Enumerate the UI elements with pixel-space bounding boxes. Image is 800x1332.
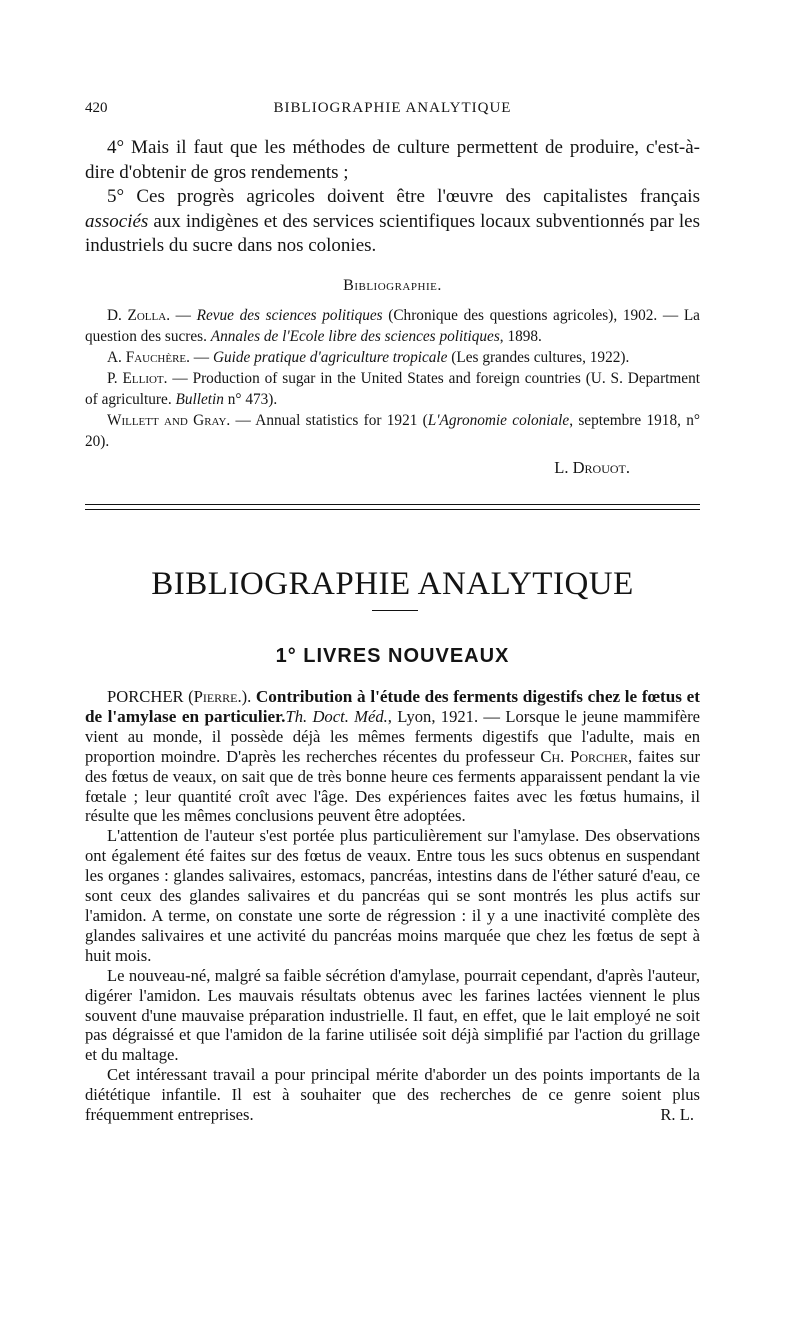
review-paragraph: Cet intéressant travail a pour principal mérite d'aborder un des points importants de la diététique infantile. Il est à souhaiter que des recherches de ce genre soient plus fréquemment entreprises. R. L.: [85, 1065, 700, 1125]
review-title: Contribution à l'étude des ferments digestifs chez le fœtus et de l'amylase en particulier.: [85, 687, 700, 726]
page-header: [85, 100, 700, 120]
review-paragraph: L'attention de l'auteur s'est portée plus particulièrement sur l'amylase. Des observations ont également été faites sur des fœtus de veaux. Entre tous les sucs obtenus en suspendant les organes : glandes salivaires, estomacs, pancréas, intestins dans de l'éther saturé d'eau, ce sont ceux des glandes salivaires et du pancréas qui se sont montrés les plus actifs sur l'amidon. A terme, on constate une sorte de régression : il y a une inactivité complète des glandes salivaires et une activité du pancréas moins marquée que chez les fœtus de sept à huit mois.: [85, 826, 700, 965]
bibliography: [85, 275, 700, 478]
bibliography-signature: L. Drouot.: [554, 458, 630, 477]
intro-item-4: 4° Mais il faut que les méthodes de culture permettent de produire, c'est-à-dire d'obtenir de gros rendements ;: [85, 137, 700, 183]
review-author: PORCHER: [107, 687, 184, 706]
bib-entry: Willett and Gray. — Annual statistics for 1921 (L'Agronomie coloniale, septembre 1918, n° 20).: [85, 412, 700, 450]
section-subtitle: 1° LIVRES NOUVEAUX: [275, 645, 510, 667]
review-signature: R. L.: [660, 1105, 694, 1125]
review-paragraph: Le nouveau-né, malgré sa faible sécrétion d'amylase, pourrait cependant, d'après l'auteur, digérer l'amidon. Les mauvais résultats obtenus avec les farines lactées viennent le plus souvent d'une mauvaise préparation industrielle. Il faut, en effet, que le lait employé ne soit pas dégraissé et que l'amidon de la farine utilisée soit déjà simplifié par l'action du grillage et du maltage.: [85, 965, 700, 1065]
review-paragraph: PORCHER (Pierre.). Contribution à l'étude des ferments digestifs chez le fœtus et de l'amylase en particulier.Th. Doct. Méd., Lyon, 1921. — Lorsque le jeune mammifère vient au monde, il possède déjà les mêmes ferments digestifs que l'adulte, mais en proportion moindre. D'après les recherches récentes du professeur Ch. Porcher, faites sur des fœtus de veaux, on sait que de très bonne heure ces ferments apparaissent pendant la vie fœtale ; leur quantité croît avec l'âge. Des expériences faites avec les fœtus humains, il résulte que les mêmes conclusions peuvent être adoptées.: [85, 687, 701, 826]
title-underline: [372, 610, 418, 611]
bib-entry: P. Elliot. — Production of sugar in the United States and foreign countries (U. S. Department of agriculture. Bulletin n° 473).: [85, 370, 700, 408]
section-title: BIBLIOGRAPHIE ANALYTIQUE: [151, 566, 634, 602]
intro-item-5: 5° Ces progrès agricoles doivent être l'œuvre des capitalistes français associés aux indigènes et des services scientifiques locaux subventionnés par les industriels du sucre dans nos colonies.: [85, 186, 700, 256]
running-title: BIBLIOGRAPHIE ANALYTIQUE: [273, 100, 512, 116]
divider-rule: [85, 504, 700, 505]
intro-text: [85, 136, 700, 259]
bib-entry: D. Zolla. — Revue des sciences politiques (Chronique des questions agricoles), 1902. — La question des sucres. Annales de l'Ecole libre des sciences politiques, 1898.: [85, 307, 700, 345]
bib-entry: A. Fauchère. — Guide pratique d'agriculture tropicale (Les grandes cultures, 1922).: [107, 349, 630, 366]
review: [85, 687, 700, 1125]
bibliography-heading: Bibliographie.: [343, 277, 442, 294]
page-number: 420: [85, 100, 108, 116]
divider-rule: [85, 509, 700, 510]
